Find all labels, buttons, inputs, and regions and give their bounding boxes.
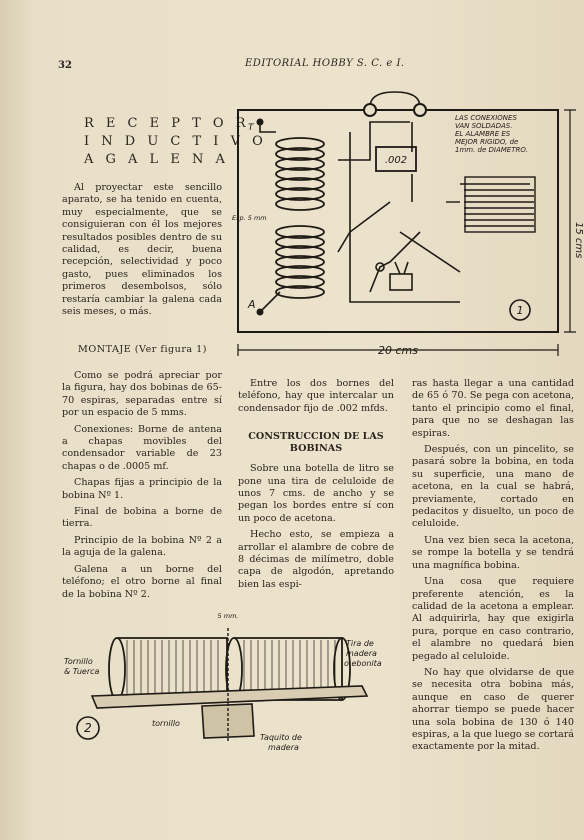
paragraph: Una cosa que requiere preferente atención, es la calidad de la acetona a emplear. Al adquirirla, hay que exigirla pura, porque en caso contrario, el alambre no quedará bien pegado al celuloide. [412,576,574,662]
paragraph: Como se podrá apreciar por la figura, hay dos bobinas de 65-70 espiras, separadas entre sí por un espacio de 5 mms. [62,370,222,419]
article-title [84,115,267,169]
column-2 [238,378,394,595]
antenna-terminal [257,309,264,316]
block-label-line1: Taquito de [260,733,302,742]
width-dimension-label: 20 cms [378,344,418,357]
paragraph: Una vez bien seca la acetona, se rompe la botella y se tendrá una magnífica bobina. [412,534,574,571]
column-3 [412,378,574,758]
note-line: EL ALAMBRE ES [455,130,511,138]
figure-2-number: 2 [84,721,92,735]
ground-terminal [257,119,264,126]
paragraph: Final de bobina a borne de tierra. [62,506,222,530]
page-number: 32 [58,60,72,71]
paragraph: No hay que olvidarse de que se necesita otra bobina más, aunque en caso de querer ahorrar tiempo se puede hacer una sola bobina de 130 ó 140 espiras, a la que luego se cortará exactamente por la mitad. [412,666,574,753]
paragraph: Chapas fijas a principio de la bobina Nº 1. [62,477,222,501]
title-line-1: R E C E P T O R [84,116,250,131]
intro-text: Al proyectar este sencillo aparato, se ha tenido en cuenta, muy especialmente, que se consiguieran con él los mejores resultados posibles dentro de su calidad, es decir, buena recepción, selectividad y poco gasto, pues eliminados los primeros desembolsos, sólo restaría cambiar la galena cada seis meses, o más. [62,182,222,318]
figure-1-wiring-diagram [230,92,584,360]
note-line: MEJOR RIGIDO, de [455,138,519,146]
screw-nut-label-line2: & Tuerca [64,667,100,676]
block-label-line2: madera [268,743,299,752]
montaje-heading: MONTAJE (Ver figura 1) [78,344,208,355]
paragraph: Entre los dos bornes del teléfono, hay que intercalar un condensador fijo de .002 mfds. [238,378,394,414]
ground-label: T [248,123,254,133]
strip-label-line1: Tira de [346,639,374,648]
height-dimension-label: 15 cms [573,222,584,259]
variable-capacitor-icon [446,177,535,232]
note-line: LAS CONEXIONES [455,114,517,122]
figure-1-number: 1 [516,304,524,317]
title-line-2: I N D U C T I V O [84,134,267,149]
intro-paragraph [62,182,222,322]
paragraph: Después, con un pincelito, se pasará sobre la bobina, en toda su superficie, una mano de acetona, en la cual se habrá, previamente, cortado en pedacitos y disuelto, un poco de celuloide. [412,444,574,530]
publisher-header: EDITORIAL HOBBY S. C. e I. [245,58,405,69]
strip-label-line2: madera [346,649,377,658]
paragraph: Hecho esto, se empieza a arrollar el alambre de cobre de 8 décimas de milímetro, doble capa de algodón, apretando bien las espi- [238,529,394,590]
coil-drawing [276,138,324,298]
antenna-label: A [248,298,256,311]
strip-label-line3: o ebonita [344,659,382,668]
column-1 [62,370,222,605]
paragraph: ras hasta llegar a una cantidad de 65 ó 70. Se pega con acetona, tanto el principio como el final, para que no se deshagan las espiras. [412,378,574,439]
screw-nut-label-line1: Tornillo [64,657,93,666]
capacitor-label: .002 [384,155,408,166]
wires [260,92,460,312]
paragraph: Principio de la bobina Nº 2 a la aguja de la galena. [62,534,222,559]
paragraph: Conexiones: Borne de antena a chapas movibles del condensador variable de 23 chapas o de .0005 mf. [62,423,222,472]
gap-label: 5 mm. [217,612,239,620]
fixed-capacitor [376,147,416,171]
figure-1-note [455,114,528,154]
screw-label: tornillo [152,719,180,728]
spacing-label: Esp. 5 mm [232,214,267,222]
section-heading-bobinas: CONSTRUCCION DE LAS BOBINAS [248,431,384,455]
note-line: VAN SOLDADAS. [455,122,513,130]
note-line: 1mm. de DIAMETRO. [455,146,528,154]
paragraph: Sobre una botella de litro se pone una tira de celuloide de unos 7 cms. de ancho y se pegan los bordes entre sí con un poco de acetona. [238,463,394,524]
paragraph: Galena a un borne del teléfono; el otro borne al final de la bobina Nº 2. [62,563,222,600]
figure-2-coil-assembly [62,608,382,758]
title-line-3: A G A L E N A [84,152,229,167]
